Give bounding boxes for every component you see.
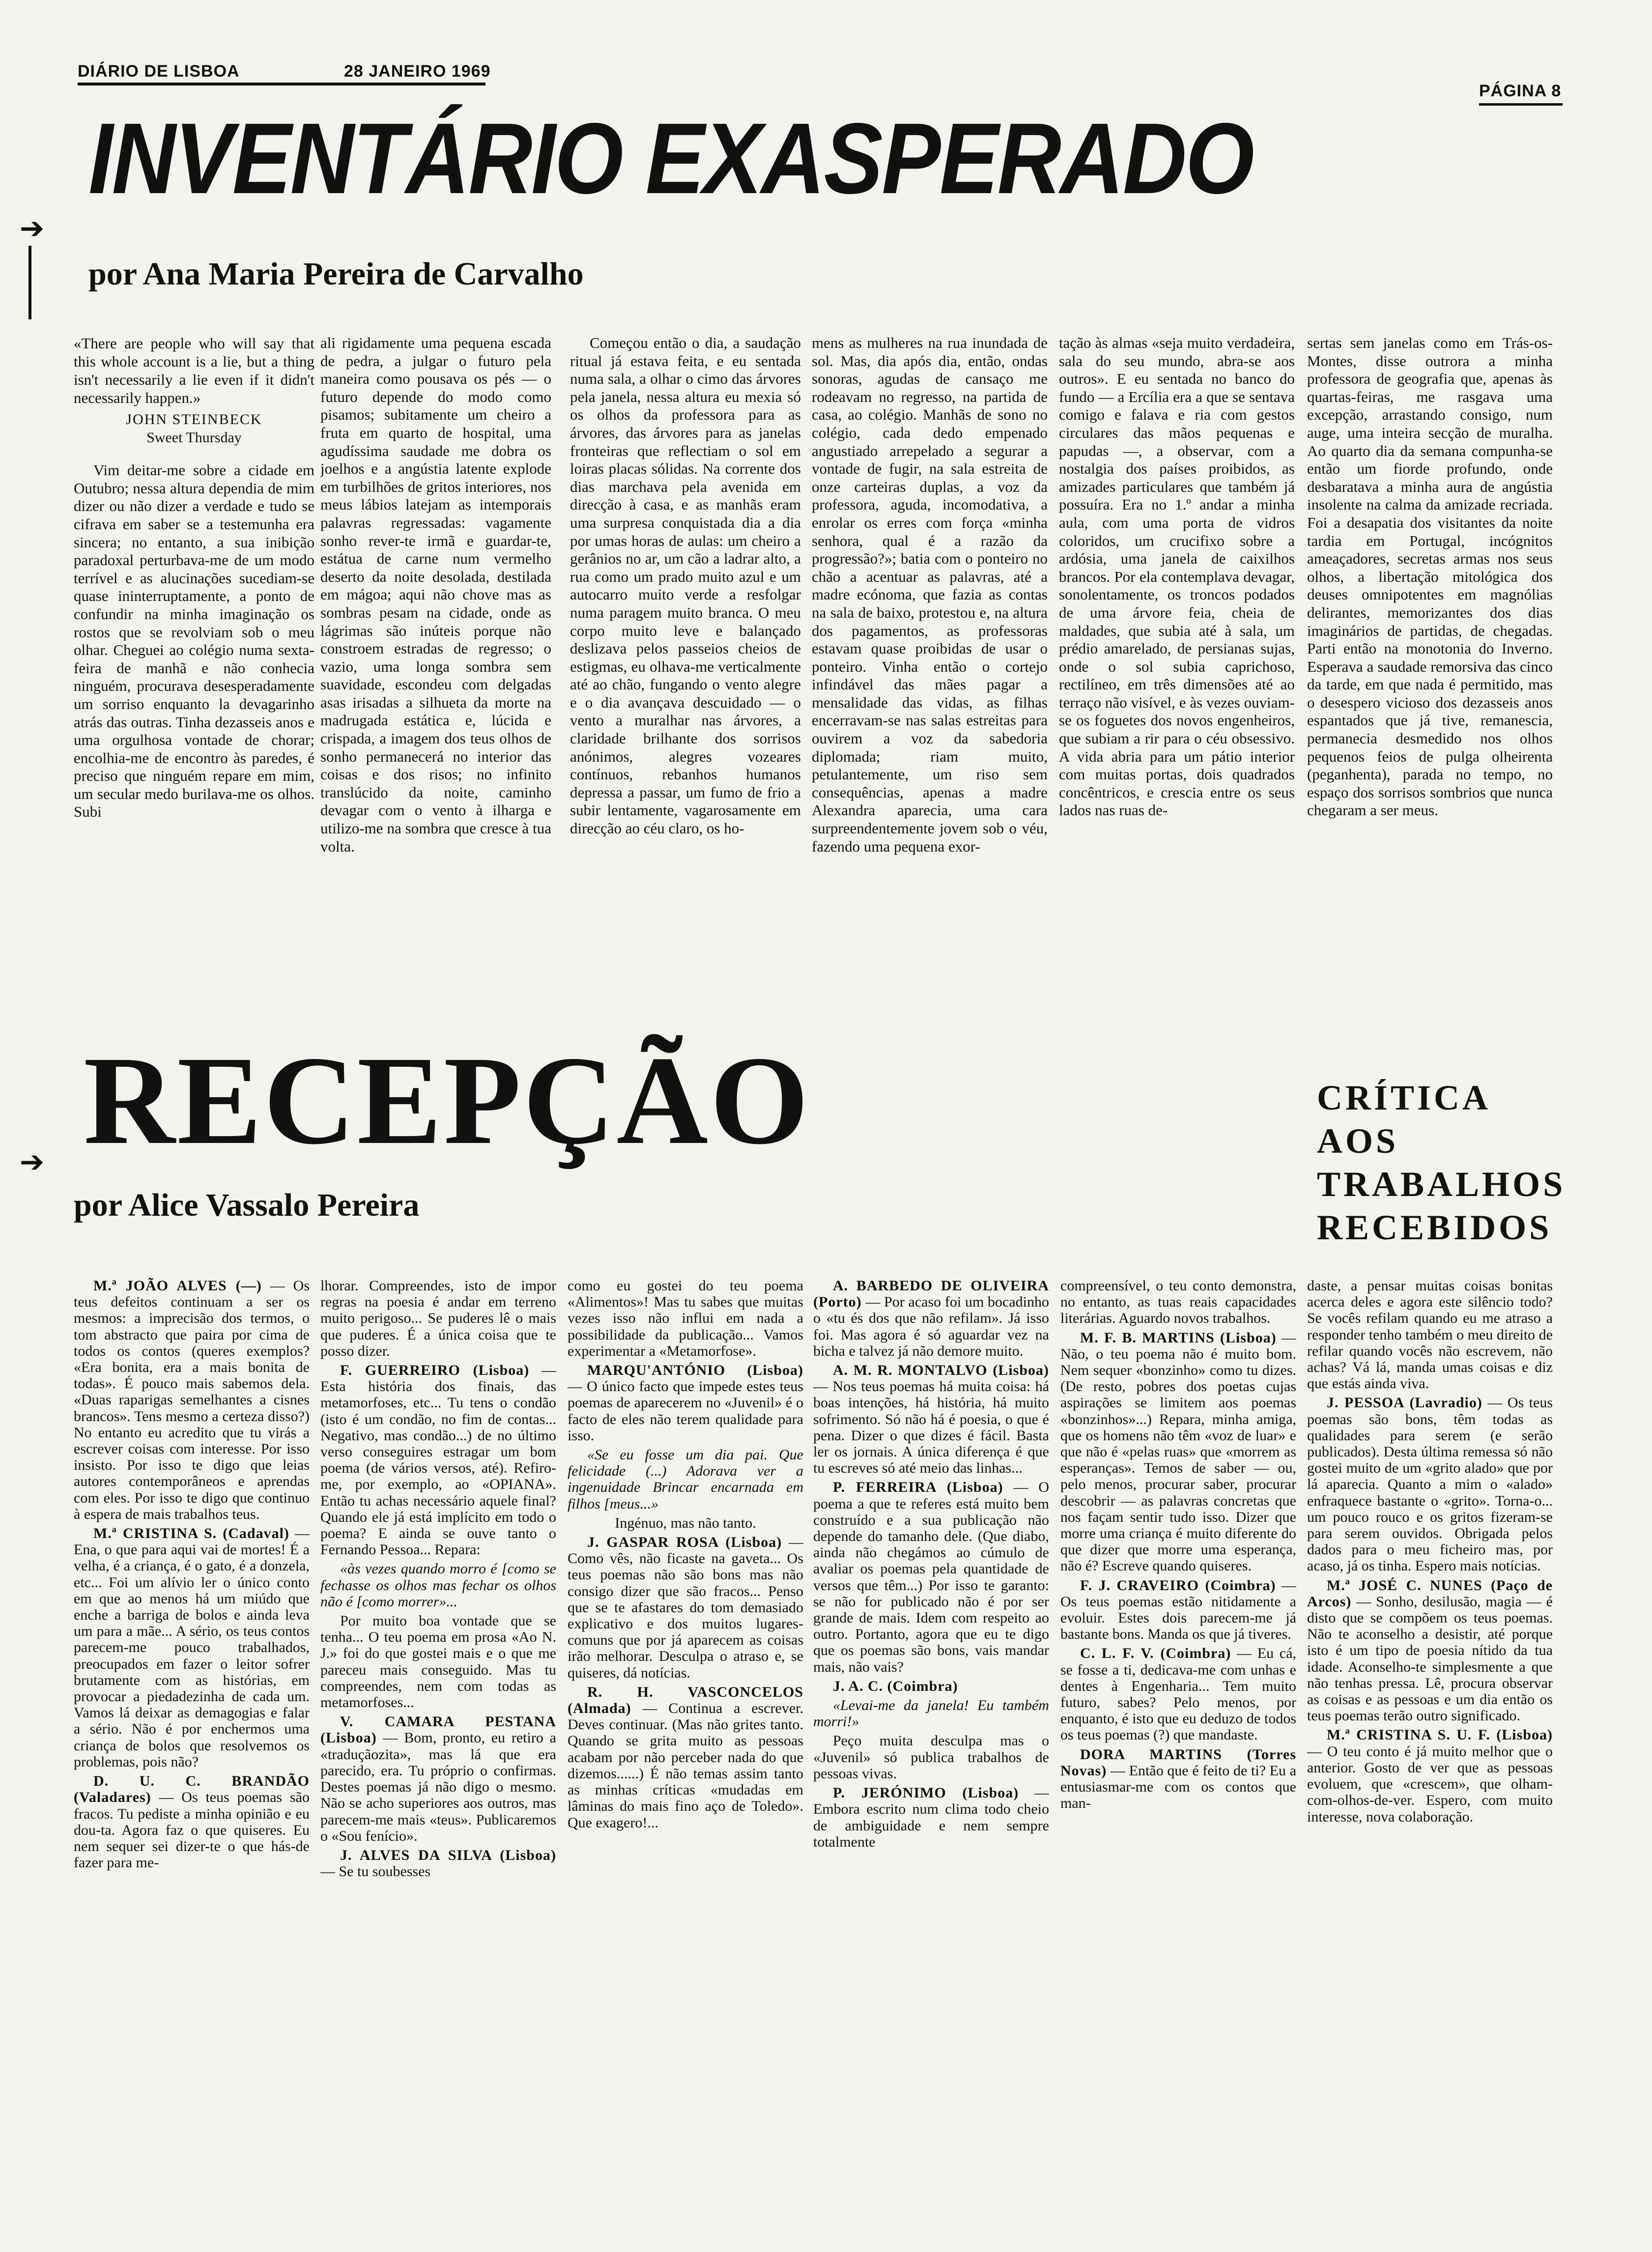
article-column-5 [1059, 334, 1295, 1012]
paragraph: Vim deitar-me sobre a cidade em Outubro; nessa altura dependia de mim dizer ou não dizer a verdade e tudo se cifrava em saber se a testemunha era sincera; no entanto, a sua inibição paradoxal perturbava-me de um modo terrível e as alucinações sucediam-se quase ininterruptamente, a ponto de confundir na minha imaginação os rostos que se revolviam sob o meu olhar. Cheguei ao colégio numa sexta-feira de manhã e não conhecia ninguém, procurava desesperadamente um sorriso enquanto la devagarinho atrás das outras. Tinha dezasseis anos e uma orgulhosa vontade de chorar; encolhia-me de encontro às paredes, é preciso que ninguém repare em mim, um secular medo burilava-me os olhos. Subi [74, 461, 314, 821]
article-title: INVENTÁRIO EXASPERADO [88, 102, 1253, 215]
quoted-verse: «Se eu fosse um dia pai. Que felicidade (...) Adorava ver a ingenuidade Brincar encarnada em filhos [meus...» [568, 1447, 803, 1512]
side-heading-line: AOS [1317, 1121, 1399, 1161]
review-entry: P. FERREIRA (Lisboa) — O poema a que te referes está muito bem construído e a sua publicação não depende do tamanho dele. (Que diabo, ainda não chegámos ao cúmulo de avaliar os poemas pela quantidade de versos que têm...) Por isso te garanto: se não for publicado não é por ser grande de mais. Idem com respeito ao outro. Portanto, agora que eu te digo que os poemas são bons, vais mandar mais, não vais? [813, 1479, 1049, 1675]
review-text: O único facto que impede estes teus poemas de aparecerem no «Juvenil» é o facto de eles não terem qualidade para isso. [568, 1378, 803, 1444]
article-column-3 [570, 334, 801, 1012]
reviewee-name: M.ª JOÃO ALVES (—) [93, 1278, 262, 1294]
reviewee-name: J. A. C. (Coimbra) [833, 1678, 958, 1694]
review-column-6 [1307, 1278, 1553, 2221]
review-entry: M.ª JOSÉ C. NUNES (Paço de Arcos) — Sonho, desilusão, magia — é disto que se compõem os teus poemas. Não te aconselho a desistir, até porque isto é um tipo de poesia nítido da tua idade. Aconselho-te simplesmente a que não tenhas pressa. Lê, procura observar as coisas e as pessoas e um dia então os teus poemas terão outro significado. [1307, 1577, 1553, 1724]
reviewee-name: M.ª CRISTINA S. (Cadaval) [93, 1525, 289, 1542]
paragraph: tação às almas «seja muito verdadeira, sala do seu mundo, abra-se aos outros». E eu sentada no banco do fundo — a Ercília era a que se sentava comigo e falava e ria com gestos circulares das mãos pequenas e papudas —, a observar, com a nostalgia dos países proibidos, as amizades particulares que também já possuíra. Era no 1.º andar a minha aula, com uma porta de vidros coloridos, um crucifixo sobre a ardósia, uma janela de caixilhos brancos. Por ela contemplava devagar, sonolentamente, os troncos podados de uma árvore feia, cheia de maldades, que subia até à sala, um prédio amarelado, de persianas sujas, onde o sol subia caprichoso, rectilíneo, em três dimensões até ao terraço não visível, e às vezes ouviam-se os foguetes dos novos engenheiros, que subiam a rir para o céu obsessivo. A vida abria para um pátio interior com muitas portas, dois quadrados concêntricos, e crescia entre os seus lados nas ruas de- [1059, 334, 1295, 819]
review-entry [813, 1733, 1049, 1782]
review-text: Os teus poemas são fracos. Tu pediste a minha opinião e eu dou-ta. Agora faz o que quiseres. Eu nem sequer sei dizer-te o que hás-de fazer para me- [74, 1789, 310, 1871]
review-text: Não, o teu poema não é muito bom. Nem sequer «bonzinho» como tu dizes. (De resto, pobres dos poetas cujas aspirações se limitem aos poemas «bonzinhos»...) Repara, minha amiga, que os homens não têm «voz de luar» e que não é «pelas ruas» que «morrem as esperanças». Temos de saber — ou, pelo menos, procurar saber, procurar descobrir — as palavras concretas que nos façam sentir tudo isso. Dizer que morre uma criança é muito diferente do que dizer que morre uma esperança, não é? Escreve quando quiseres. [1060, 1345, 1296, 1574]
newspaper-name: DIÁRIO DE LISBOA [78, 62, 240, 81]
review-entry: DORA MARTINS (Torres Novas) — Então que é feito de ti? Eu a entusiasmar-me com os contos que man- [1060, 1746, 1296, 1812]
review-text: Então que é feito de ti? Eu a entusiasmar-me com os contos que man- [1060, 1762, 1296, 1812]
epigraph-author: JOHN STEINBECK [126, 411, 262, 428]
paragraph: sertas sem janelas como em Trás-os-Montes, disse outrora a minha professora de geografia que, apenas às quartas-feiras, me rasgava uma excepção, arrastando consigo, num auge, uma inteira secção de muralha. Ao quarto dia da semana compunha-se então um fiorde profundo, onde desbaratava a minha aura de angústia insolente na calma da amizade recriada. Foi a desapatia dos visitantes da noite tardia em Portugal, incógnitos ameaçadores, secretas armas nos seus olhos, a libertação mitológica dos deuses omnipotentes em magnólias delirantes, memorizantes dos dias imaginários de partidas, de chegadas. Parti então na monotonia do Inverno. Esperava a saudade remorsiva das cinco da tarde, em que nada é permitido, mas o desespero vicioso dos dezasseis anos espantados que já tive, remanescia, permanecia desmedido nos olhos pequenos feios de pulga olheirenta (peganhenta), parada no tempo, no espaço dos sorrisos sombrios que nunca chegaram a ser meus. [1307, 334, 1553, 819]
epigraph: «There are people who will say that this whole account is a lie, but a thing isn't necessarily a lie even if it didn't necessarily happen.» [74, 335, 314, 406]
reviewee-name: J. PESSOA (Lavradio) [1327, 1395, 1482, 1411]
paragraph: mens as mulheres na rua inundada de sol. Mas, dia após dia, então, ondas sonoras, agudas de cansaço me rodeavam no regresso, na partida de casa, ao colégio. Manhãs de sono no colégio, cada dedo empenado angustiado arrepelado a segurar a vontade de fugir, na sala estreita de onze carteiras duplas, a voz da professora, aguda, incomodativa, a enrolar os erres com força «minha senhora, qual é a razão da progressão?»; batia com o ponteiro no chão a acentuar as palavras, até a madre ecónoma, que fazia as contas na sala de baixo, protestou e, na altura dos pagamentos, as professoras estavam quase proibidas de usar o ponteiro. Vinha então o cortejo infindável das mães pagar a mensalidade das vidas, as filhas encerravam-se nas salas estreitas para ouvirem a voz da sabedoria diplomada; riam muito, petulantemente, um riso sem consequências, apenas a madre Alexandra aparecia, uma cara surpreendentemente jovem sob o véu, fazendo uma pequena exor- [812, 334, 1048, 855]
review-entry: P. JERÓNIMO (Lisboa) — Embora escrito num clima todo cheio de ambiguidade e nem sempre totalmente [813, 1785, 1049, 1850]
article-column-4 [812, 334, 1048, 1012]
reviewee-name: M. F. B. MARTINS (Lisboa) [1080, 1329, 1277, 1346]
article-column-1 [74, 334, 314, 1012]
review-column-5 [1060, 1278, 1296, 2221]
review-entry: M. F. B. MARTINS (Lisboa) — Não, o teu poema não é muito bom. Nem sequer «bonzinho» como tu dizes. (De resto, pobres dos poetas cujas aspirações se limitem aos poemas «bonzinhos»...) Repara, minha amiga, que os homens não têm «voz de luar» e que não é «pelas ruas» que «morrem as esperanças». Temos de saber — ou, pelo menos, procurar saber, procurar descobrir — as palavras concretas que nos façam sentir tudo isso. Dizer que morre uma criança é muito diferente do que dizer que morre uma esperança, não é? Escreve quando quiseres. [1060, 1329, 1296, 1574]
review-text: Os teus poemas estão nitidamente a evoluir. Estes dois parecem-me já bastante bons. Manda os que já tiveres. [1060, 1593, 1296, 1643]
review-entry: D. U. C. BRANDÃO (Valadares) — Os teus poemas são fracos. Tu pediste a minha opinião e eu dou-ta. Agora faz o que quiseres. Eu nem sequer sei dizer-te o que hás-de fazer para me- [74, 1773, 310, 1871]
review-text: Continua a escrever. Deves continuar. (Mas não grites tanto. Quando se grita muito as pessoas acabam por não perceber nada do que dizemos......) É não temas assim tanto as minhas críticas «mudadas em lâminas do mais fino aço de Toledo». Que exagero!... [568, 1700, 803, 1831]
section-byline: por Alice Vassalo Pereira [74, 1187, 420, 1223]
reviewee-name: F. J. CRAVEIRO (Coimbra) [1080, 1577, 1276, 1594]
reviewee-name: J. ALVES DA SILVA (Lisboa) [340, 1847, 556, 1863]
reviewee-name: F. GUERREIRO (Lisboa) [340, 1362, 530, 1379]
review-entry: J. PESSOA (Lavradio) — Os teus poemas são bons, têm todas as qualidades para serem (e serão publicados). Desta última remessa só não gostei muito de um «grito alado» que por lá aparecia. Quanto a mim o «alado» enfraquece bastante o «grito». Torna-o... um pouco rouco e os gritos fizeram-se para serem ouvidos. Obrigada pelos dados para o meu ficheiro mas, por acaso, já os tinha. Espero mais notícias. [1307, 1395, 1553, 1574]
article-byline: por Ana Maria Pereira de Carvalho [88, 256, 584, 292]
review-entry [1307, 1278, 1553, 1392]
review-entry: R. H. VASCONCELOS (Almada) — Continua a escrever. Deves continuar. (Mas não grites tanto. Quando se grita muito as pessoas acabam por não perceber nada do que dizemos......) É não temas assim tanto as minhas críticas «mudadas em lâminas do mais fino aço de Toledo». Que exagero!... [568, 1683, 803, 1831]
review-entry: MARQU'ANTÓNIO (Lisboa) — O único facto que impede estes teus poemas de aparecerem no «Juvenil» é o facto de eles não terem qualidade para isso. [568, 1362, 803, 1444]
page-number: PÁGINA 8 [1479, 82, 1562, 100]
review-text: Por muito boa vontade que se tenha... O teu poema em prosa «Ao N. J.» foi do que gostei mais e o que me pareceu mais conseguido. Mas tu compreendes, nem com todas as metamorfoses... [320, 1613, 556, 1711]
reviewee-name: C. L. F. V. (Coimbra) [1080, 1645, 1231, 1662]
reviewee-name: R. H. VASCONCELOS (Almada) [568, 1683, 803, 1717]
reviewee-name: D. U. C. BRANDÃO (Valadares) [74, 1773, 310, 1806]
review-entry [320, 1613, 556, 1710]
paragraph: ali rigidamente uma pequena escada de pedra, a julgar o futuro pela maneira como pousava os pés — o futuro depende do modo como pisamos; subitamente um cheiro a fruta em quarto de hospital, uma agudíssima saudade me dobra os joelhos e a angústia latente explode em turbilhões de gritos interiores, nos meus lábios latejam as intemporais palavras regressadas: vagamente sonho rever-te irmã e guardar-te, estátua de carne num vermelho deserto da noite desolada, destilada em mágoa; aqui não chove mas as sombras pesam na cidade, onde as lágrimas são inúteis porque não constroem estradas de regresso; o vazio, uma longa sombra sem suavidade, escondeu com delgadas asas irisadas a silhueta da morte na madrugada estática e, lúcida e crispada, a imagem dos teus olhos de sonho permanecerá no interior das coisas e dos risos; no infinito translúcido da noite, caminho devagar com o vento à ilharga e utilizo-me na sombra que cresce à tua volta. [320, 334, 551, 855]
review-entry [1060, 1278, 1296, 1327]
epigraph-source: Sweet Thursday [146, 429, 242, 446]
paragraph: Começou então o dia, a saudação ritual já estava feita, e eu sentada numa sala, a olhar o cimo das árvores pela janela, nessa altura eu mexia só os olhos da professora para as árvores, das árvores para as janelas fronteiras que reflectiam o sol em loiras placas sólidas. Na corrente dos dias marchava pela avenida em direcção à casa, e as manhãs eram uma surpresa conquistada dia a dia por umas horas de aulas: um cheiro a gerânios no ar, um cão a ladrar alto, a rua como um prado muito azul e um autocarro muito verde a resfolgar numa paragem muito branca. O meu corpo muito leve e balançado deslizava pelos passeios cheios de estigmas, eu olhava-me verticalmente até ao chão, fungando o vento alegre e o dia avançava descuidado — o vento a muralhar nas árvores, a claridade brilhante dos sorrisos anónimos, alegres vozeares contínuos, rebanhos humanos depressa a passar, um fumo de frio a subir lentamente, vagarosamente em direcção ao céu claro, os ho- [570, 334, 801, 837]
reviewee-name: A. M. R. MONTALVO (Lisboa) [833, 1362, 1049, 1379]
reviewee-name: MARQU'ANTÓNIO (Lisboa) [587, 1362, 803, 1379]
review-text: Esta história dos finais, das metamorfoses, etc... Tu tens o condão (isto é um condão, no fim de contas... Negativo, mas condão...) de no último verso conseguires estragar um bom poema (de vários versos, até). Refiro-me, por exemplo, ao «OPIANA». Então tu achas necessário aquele final? Quando ele já está implícito em todo o poema? E ainda se ouve tanto o Fernando Pessoa... Repara: [320, 1378, 556, 1558]
review-text: Sonho, desilusão, magia — é disto que se compõem os teus poemas. Não te aconselho a desistir, até porque isto é um tipo de poesia nítido da tua idade. Aconselho-te simplesmente a que não tenhas pressa. Lê, procura observar as coisas e as pessoas e um dia então os teus poemas terão outro significado. [1307, 1593, 1553, 1724]
review-entry: M.ª CRISTINA S. (Cadaval) — Ena, o que para aqui vai de mortes! É a velha, é a criança, é o gato, é a donzela, etc... Foi um alívio ler o único conto em que ao menos há um miúdo que enche a barriga de bolos e ainda leva um para a mãe... A sério, os teus contos parecem-me pouco trabalhados, preocupados em fazer o leitor sofrer brutamente com as histórias, em provocar a piedadezinha de cada um. Vamos lá deixar as demagogias e falar a sério. Não é por enchermos uma criança de bolos que resolvemos os problemas, pois não? [74, 1525, 310, 1770]
review-entry [568, 1515, 803, 1531]
review-text: Os teus poemas são bons, têm todas as qualidades para serem (e serão publicados). Desta última remessa só não gostei muito de um «grito alado» que por lá aparecia. Quanto a mim o «alado» enfraquece bastante o «grito». Torna-o... um pouco rouco e os gritos fizeram-se para serem ouvidos. Obrigada pelos dados para o meu ficheiro mas, por acaso, já os tinha. Espero mais notícias. [1307, 1395, 1553, 1574]
review-entry: J. ALVES DA SILVA (Lisboa) — Se tu soubesses [320, 1847, 556, 1880]
review-text: Peço muita desculpa mas o «Juvenil» só publica trabalhos de pessoas vivas. [813, 1733, 1049, 1782]
quoted-verse: «Levai-me da janela! Eu também morri!» [813, 1697, 1049, 1730]
margin-rule [28, 246, 31, 319]
header-rule [78, 83, 485, 86]
review-entry: M.ª JOÃO ALVES (—) — Os teus defeitos continuam a ser os mesmos: a imprecisão dos termos, o tom abstracto que paira por cima de todos os contos (queres exemplos? «Era bonita, era a mais bonita de todas». É pouco mais sabemos dela. «Duas raparigas semelhantes a cisnes brancos». Tens mesmo a certeza disso?) No entanto eu acredito que tu virás a escrever coisas com interesse. Por isso insisto. Por isso te digo que leias autores contemporâneos e aprendas com eles. Por isso te digo que continuo à espera de mais trabalhos teus. [74, 1278, 310, 1522]
side-heading-line: CRÍTICA [1317, 1078, 1491, 1117]
side-heading-line: RECEBIDOS [1317, 1208, 1552, 1247]
page-rule [1479, 103, 1563, 106]
side-heading-line: TRABALHOS [1317, 1165, 1566, 1204]
review-text: Eu cá, se fosse a ti, dedicava-me com unhas e dentes à Engenharia... Tem muito futuro, sabes? Pelo menos, por enquanto, é isto que eu deduzo de todos os teus poemas (?) que mandaste. [1060, 1645, 1296, 1743]
reviewee-name: V. CAMARA PESTANA (Lisboa) [320, 1713, 556, 1746]
review-text: Nos teus poemas há muita coisa: há boas intenções, há história, há muito sofrimento. Só não há é poesia, o que é pena. Dizer o que dizes é fácil. Basta ler os jornais. A única diferença é que tu escreves só até meio das linhas... [813, 1378, 1049, 1477]
review-column-1 [74, 1278, 310, 2221]
reviewee-name: P. JERÓNIMO (Lisboa) [833, 1785, 1019, 1801]
review-text: Embora escrito num clima todo cheio de ambiguidade e nem sempre totalmente [813, 1801, 1049, 1850]
review-text: Ena, o que para aqui vai de mortes! É a velha, é a criança, é o gato, é a donzela, etc... Foi um alívio ler o único conto em que ao menos há um miúdo que enche a barriga de bolos e ainda leva um para a mãe... A sério, os teus contos parecem-me pouco trabalhados, preocupados em fazer o leitor sofrer brutamente com as histórias, em provocar a piedadezinha de cada um. Vamos lá deixar as demagogias e falar a sério. Não é por enchermos uma criança de bolos que resolvemos os problemas, pois não? [74, 1541, 310, 1770]
review-text: daste, a pensar muitas coisas bonitas acerca deles e agora este silêncio todo? Se vocês refilam quando eu me atraso a responder tenho também o meu direito de refilar quando vocês não escrevem, não achas? Vá lá, manda umas coisas e diz que estás ainda viva. [1307, 1278, 1553, 1392]
arrow-mark-icon: ➔ [20, 211, 45, 246]
quoted-verse: «às vezes quando morro é [como se fechasse os olhos mas fechar os olhos não é [como morrer»... [320, 1561, 556, 1610]
reviewee-name: P. FERREIRA (Lisboa) [833, 1479, 1003, 1496]
article-column-2 [320, 334, 551, 1012]
review-entry: F. GUERREIRO (Lisboa) — Esta história dos finais, das metamorfoses, etc... Tu tens o condão (isto é um condão, no fim de contas... Negativo, mas condão...) de no último verso conseguires estragar um bom poema (de vários versos, até). Refiro-me, por exemplo, ao «OPIANA». Então tu achas necessário aquele final? Quando ele já está implícito em todo o poema? E ainda se ouve tanto o Fernando Pessoa... Repara: [320, 1362, 556, 1558]
review-entry [813, 1678, 1049, 1694]
review-text: Os teus defeitos continuam a ser os mesmos: a imprecisão dos termos, o tom abstracto que paira por cima de todos os contos (queres exemplos? «Era bonita, era a mais bonita de todas». É pouco mais sabemos dela. «Duas raparigas semelhantes a cisnes brancos». Tens mesmo a certeza disso?) No entanto eu acredito que tu virás a escrever coisas com interesse. Por isso insisto. Por isso te digo que leias autores contemporâneos e aprendas com eles. Por isso te digo que continuo à espera de mais trabalhos teus. [74, 1278, 310, 1522]
review-entry [568, 1278, 803, 1359]
review-text: Se tu soubesses [339, 1863, 431, 1880]
review-text: O poema a que te referes está muito bem construído e a sua publicação não depende do tamanho dele. (Que diabo, ainda não chegámos ao cúmulo de avaliar os poemas pela quantidade de versos que têm...) Por isso te garanto: se não for publicado não é por ser grande de mais. Idem com respeito ao outro. Portanto, agora que eu te digo que os poemas são bons, vais mandar mais, não vais? [813, 1479, 1049, 1675]
review-text: Por acaso foi um bocadinho o «tu és dos que não refilam». Já isso foi. Mas agora é só aguardar vez na bicha e talvez já não demore muito. [813, 1294, 1049, 1359]
review-column-4 [813, 1278, 1049, 2221]
review-entry: V. CAMARA PESTANA (Lisboa) — Bom, pronto, eu retiro a «traduçãozita», mas lá que era parecido, era. Tu próprio o confirmas. Destes poemas já não digo o mesmo. Não se acho superiores aos outros, mas parecem-me mais «teus». Publicaremos o «Sou fenício». [320, 1713, 556, 1844]
review-text: O teu conto é já muito melhor que o anterior. Gosto de ver que as pessoas evoluem, que «crescem», que olham-com-olhos-de-ver. Espero, com muito interesse, nova colaboração. [1307, 1743, 1553, 1825]
review-column-2 [320, 1278, 556, 2221]
review-text: Como vês, não ficaste na gaveta... Os teus poemas não são bons mas não consigo dizer que são fracos... Penso que se te afastares do tom demasiado explicativo e dos muitos lugares-comuns que por já aparecem as coisas irão melhorar. Desculpa o atraso e, se quiseres, dá notícias. [568, 1550, 803, 1681]
review-column-3 [568, 1278, 803, 2221]
review-entry [320, 1278, 556, 1359]
reviewee-name: J. GASPAR ROSA (Lisboa) [587, 1534, 782, 1551]
reviewee-name: M.ª CRISTINA S. U. F. (Lisboa) [1327, 1727, 1553, 1743]
review-text: compreensível, o teu conto demonstra, no entanto, as tuas reais capacidades literárias. Aguardo novos trabalhos. [1060, 1278, 1296, 1327]
review-entry: C. L. F. V. (Coimbra) — Eu cá, se fosse a ti, dedicava-me com unhas e dentes à Engenharia... Tem muito futuro, sabes? Pelo menos, por enquanto, é isto que eu deduzo de todos os teus poemas (?) que mandaste. [1060, 1645, 1296, 1743]
review-entry: M.ª CRISTINA S. U. F. (Lisboa) — O teu conto é já muito melhor que o anterior. Gosto de ver que as pessoas evoluem, que «crescem», que olham-com-olhos-de-ver. Espero, com muito interesse, nova colaboração. [1307, 1727, 1553, 1825]
review-text: lhorar. Compreendes, isto de impor regras na poesia é andar em terreno muito perigoso... Se puderes lê o mais que puderes. É a única coisa que te posso dizer. [320, 1278, 556, 1359]
review-text: como eu gostei do teu poema «Alimentos»! Mas tu sabes que muitas vezes isso não influi em nada a possibilidade da publicação... Vamos experimentar a «Metamorfose». [568, 1278, 803, 1359]
review-text: Bom, pronto, eu retiro a «traduçãozita», mas lá que era parecido, era. Tu próprio o confirmas. Destes poemas já não digo o mesmo. Não se acho superiores aos outros, mas parecem-me mais «teus». Publicaremos o «Sou fenício». [320, 1730, 556, 1844]
review-entry: A. BARBEDO DE OLIVEIRA (Porto) — Por acaso foi um bocadinho o «tu és dos que não refilam». Já isso foi. Mas agora é só aguardar vez na bicha e talvez já não demore muito. [813, 1278, 1049, 1359]
review-entry: F. J. CRAVEIRO (Coimbra) — Os teus poemas estão nitidamente a evoluir. Estes dois parecem-me já bastante bons. Manda os que já tiveres. [1060, 1577, 1296, 1643]
reviewee-name: M.ª JOSÉ C. NUNES (Paço de Arcos) [1307, 1577, 1553, 1610]
reviewee-name: A. BARBEDO DE OLIVEIRA (Porto) [813, 1278, 1049, 1311]
side-heading [1317, 1076, 1566, 1249]
reviewee-name: DORA MARTINS (Torres Novas) [1060, 1746, 1296, 1779]
review-entry: J. GASPAR ROSA (Lisboa) — Como vês, não ficaste na gaveta... Os teus poemas não são bons mas não consigo dizer que são fracos... Penso que se te afastares do tom demasiado explicativo e dos muitos lugares-comuns que por já aparecem as coisas irão melhorar. Desculpa o atraso e, se quiseres, dá notícias. [568, 1534, 803, 1681]
section-title: RECEPÇÃO [84, 1030, 811, 1170]
arrow-mark-icon: ➔ [20, 1145, 45, 1179]
article-column-6 [1307, 334, 1553, 1012]
review-text: Ingénuo, mas não tanto. [615, 1514, 756, 1531]
review-entry: A. M. R. MONTALVO (Lisboa) — Nos teus poemas há muita coisa: há boas intenções, há história, há muito sofrimento. Só não há é poesia, o que é pena. Dizer o que dizes é fácil. Basta ler os jornais. A única diferença é que tu escreves só até meio das linhas... [813, 1362, 1049, 1477]
issue-date: 28 JANEIRO 1969 [344, 62, 491, 81]
